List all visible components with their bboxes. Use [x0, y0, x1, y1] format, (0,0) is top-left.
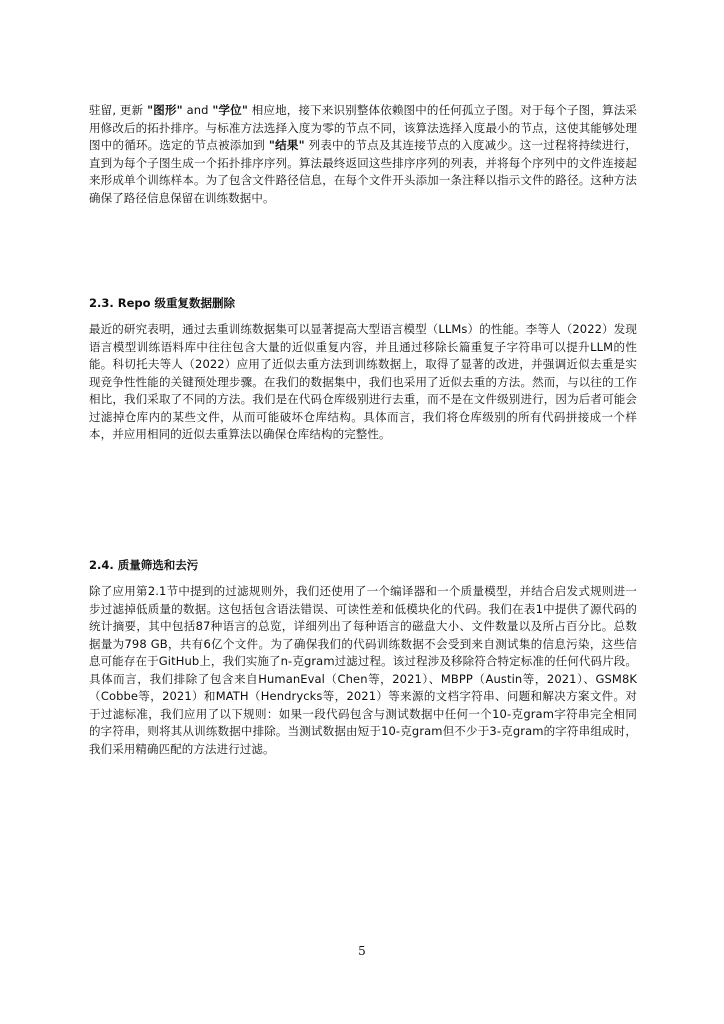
bold-term-degree: "学位" [212, 103, 248, 117]
bold-term-result: "结果" [268, 138, 305, 152]
text-segment: 驻留, 更新 [89, 103, 148, 117]
paragraph-topological-sort [89, 102, 637, 207]
page-number: 5 [358, 944, 366, 958]
text-segment: 相应地，接下来识别整体依赖图中的任何孤立子图。对于每个子图，算法采用修改后的拓扑排序。与标准方法选择入度为零的节点不同，该算法选择入度最小的节点，这使其能够处理图中的循环。选定的节点被添加到 [89, 103, 637, 152]
paragraph-repo-dedup: 最近的研究表明，通过去重训练数据集可以显著提高大型语言模型（LLMs）的性能。李等人（2022）发现语言模型训练语料库中往往包含大量的近似重复内容，并且通过移除长篇重复子字符串可以提升LLM的性能。科切托夫等人（2022）应用了近似去重方法到训练数据上，取得了显著的改进，并强调近似去重是实现竞争性性能的关键预处理步骤。在我们的数据集中，我们也采用了近似去重的方法。然而，与以往的工作相比，我们采取了不同的方法。我们是在代码仓库级别进行去重，而不是在文件级别进行，因为后者可能会过滤掉仓库内的某些文件，从而可能破坏仓库结构。具体而言，我们将仓库级别的所有代码拼接成一个样本，并应用相同的近似去重算法以确保仓库结构的完整性。 [89, 322, 637, 441]
text-segment: 列表中的节点及其连接节点的入度减少。这一过程将持续进行，直到为每个子图生成一个拓扑排序序列。算法最终返回这些排序序列的列表，并将每个序列中的文件连接起来形成单个训练样本。为了包含文件路径信息，在每个文件开头添加一条注释以指示文件的路径。这种方法确保了路径信息保留在训练数据中。 [89, 138, 637, 205]
text-segment: and [182, 103, 213, 117]
bold-term-graph: "图形" [147, 103, 183, 117]
section-heading-quality-filtering: 2.4. 质量筛选和去污 [89, 558, 199, 572]
paragraph-quality-filtering: 除了应用第2.1节中提到的过滤规则外，我们还使用了一个编译器和一个质量模型，并结合启发式规则进一步过滤掉低质量的数据。这包括包含语法错误、可读性差和低模块化的代码。我们在表1中提供了源代码的统计摘要，其中包括87种语言的总览，详细列出了每种语言的磁盘大小、文件数量以及所占百分比。总数据量为798 GB，共有6亿个文件。为了确保我们的代码训练数据不会受到来自测试集的信息污染，这些信息可能存在于GitHub上，我们实施了n-克gram过滤过程。该过程涉及移除符合特定标准的任何代码片段。具体而言，我们排除了包含来自HumanEval（Chen等，2021）、MBPP（Austin等，2021）、GSM8K（Cobbe等，2021）和MATH（Hendrycks等，2021）等来源的文档字符串、问题和解决方案文件。对于过滤标准，我们应用了以下规则：如果一段代码包含与测试数据中任何一个10-克gram字符串完全相同的字符串，则将其从训练数据中排除。当测试数据由短于10-克gram但不少于3-克gram的字符串组成时，我们采用精确匹配的方法进行过滤。 [89, 584, 637, 756]
section-heading-repo-dedup: 2.3. Repo 级重复数据删除 [89, 296, 236, 310]
